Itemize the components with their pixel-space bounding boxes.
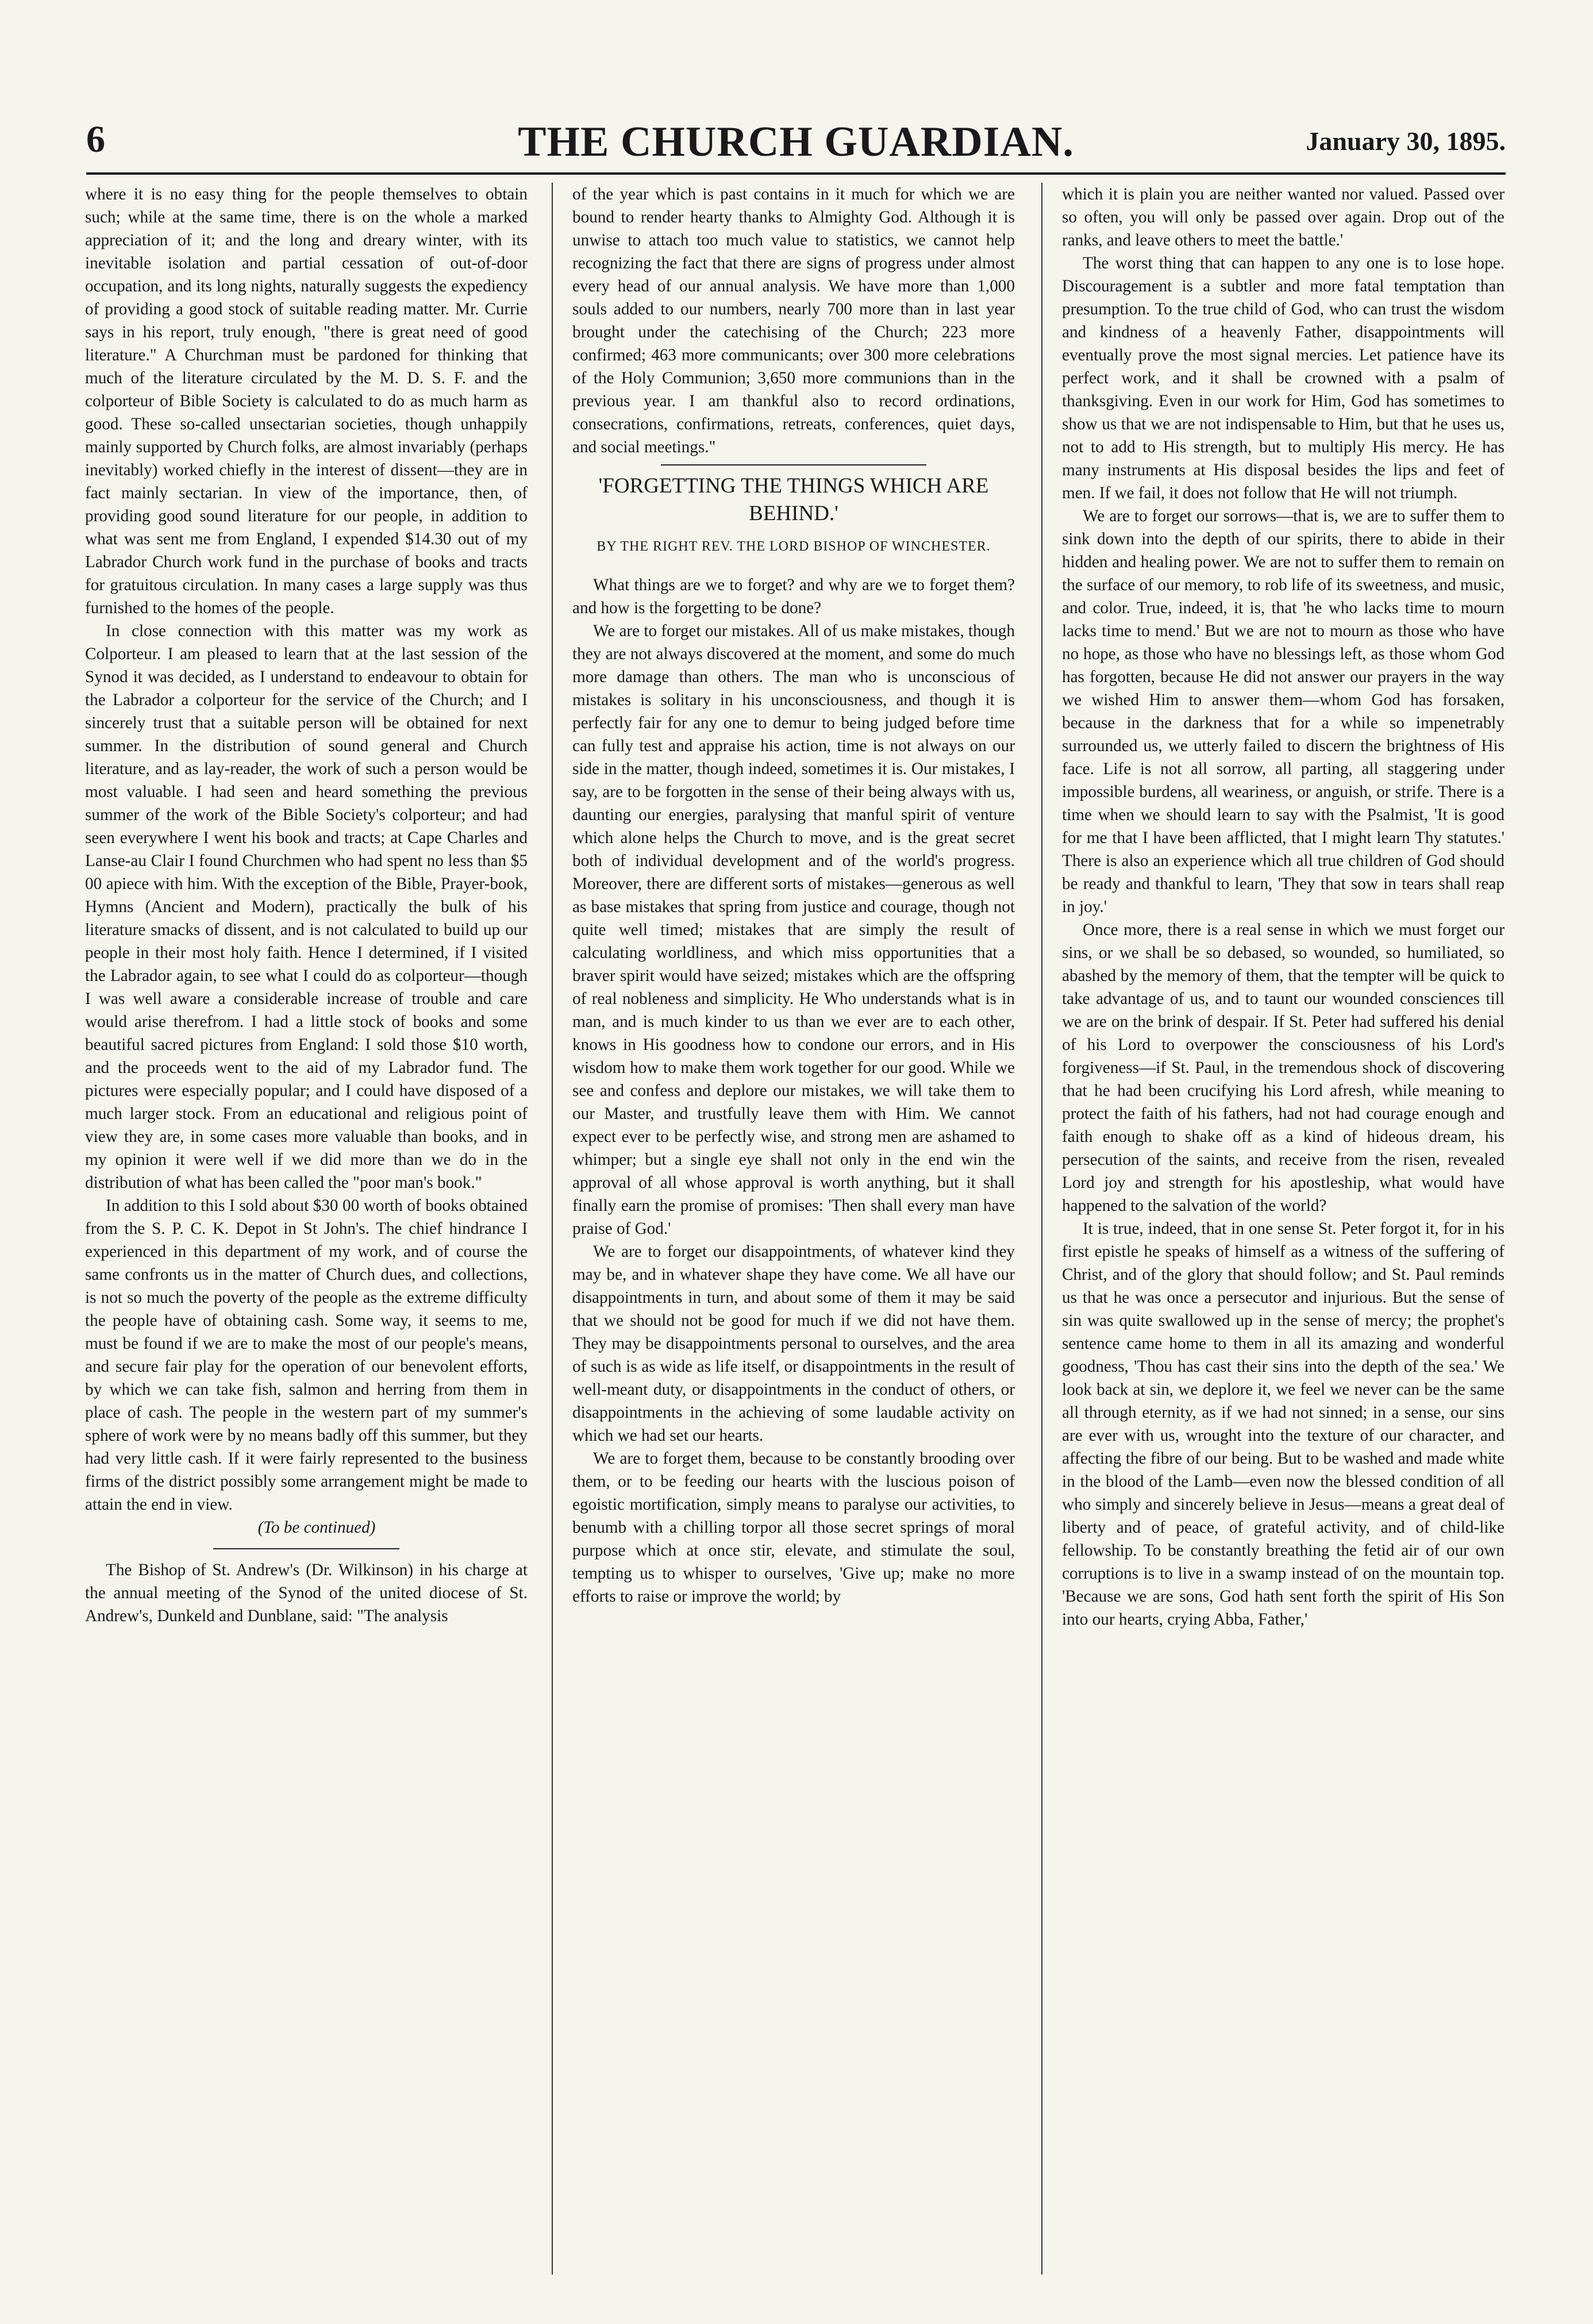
to-be-continued-note: (To be continued) — [257, 1518, 376, 1537]
column-3 — [1062, 183, 1504, 2275]
masthead-rule — [86, 172, 1506, 175]
column-2 — [572, 183, 1015, 2275]
masthead — [86, 118, 1506, 170]
column-1 — [85, 183, 528, 2275]
paragraph: We are to forget our sorrows—that is, we are to suffer them to sink down into the depth of our spirits, there to abide in their hidden and healing power. We are not to suffer them to remain on the surface of our memory, to rob life of its sweetness, and music, and color. True, indeed, it is, that 'he who lacks time to mourn lacks time to mend.' But we are not to mourn as those who have no hope, as those who have no blessings left, as those whom God has forgotten, because He did not answer our prayers in the way we wished Him to answer them—whom God has forsaken, because in the darkness that for a while so impenetrably surrounded us, we utterly failed to discern the brightness of His face. Life is not all sorrow, all parting, all staggering under impossible burdens, all weariness, or anguish, or strife. There is a time when we should learn to say with the Psalmist, 'It is good for me that I have been afflicted, that I might learn Thy statutes.' There is also an experience which all true children of God should be ready and thankful to learn, 'They that sow in tears shall reap in joy.' — [1062, 507, 1504, 916]
paragraph: The Bishop of St. Andrew's (Dr. Wilkinson) in his charge at the annual meeting of the Synod of the united diocese of St. Andrew's, Dunkeld and Dunblane, said: "The analysis — [85, 1561, 528, 1625]
column-divider — [1041, 183, 1042, 2275]
newspaper-title: THE CHURCH GUARDIAN. — [518, 118, 1074, 166]
paragraph: The worst thing that can happen to any one is to lose hope. Discouragement is a subtler and more fatal temptation than presumption. To the true child of God, who can trust the wisdom and kindness of a heavenly Father, disappointments will eventually prove the most signal mercies. Let patience have its perfect work, and it shall be crowned with a psalm of thanksgiving. Even in our work for Him, God has sometimes to show us that we are not indispensable to Him, but that he uses us, not to add to His strength, but to multiply His mercy. He has many instruments at His disposal besides the lips and feet of men. If we fail, it does not follow that He will not triumph. — [1062, 254, 1504, 502]
article-heading: 'FORGETTING THE THINGS WHICH ARE BEHIND.' — [598, 474, 989, 525]
paragraph: In addition to this I sold about $30 00 worth of books obtained from the S. P. C. K. Depot in St John's. The chief hindrance I experienced in this department of my work, and of course the same confronts us in the matter of Church dues, and collections, is not so much the poverty of the people as the extreme difficulty the people have of obtaining cash. Some way, it seems to me, must be found if we are to make the most of our people's means, and secure fair play for the operation of our benevolent efforts, by which we can take fish, salmon and herring from them in place of cash. The people in the western part of my summer's sphere of work were by no means badly off this summer, but they had very little cash. If it were fairly represented to the business firms of the district possibly some arrangement might be made to attain the end in view. — [85, 1196, 528, 1514]
paragraph: We are to forget our mistakes. All of us make mistakes, though they are not always discovered at the moment, and some do much more damage than others. The man who is unconscious of mistakes is solitary in his unconsciousness, and though it is perfectly fair for any one to demur to being judged before time can fully test and appraise his action, time is not always on our side in the matter, though indeed, sometimes it is. Our mistakes, I say, are to be forgotten in the sense of their being always with us, daunting our energies, paralysing that manful spirit of venture which alone helps the Church to move, and is the great secret both of individual development and of the world's progress. Moreover, there are different sorts of mistakes—generous as well as base mistakes that spring from justice and courage, though not quite well timed; mistakes that are simply the result of calculating worldliness, and which miss opportunities that a braver spirit would have seized; mistakes which are the offspring of real nobleness and simplicity. He Who understands what is in man, and is much kinder to us than we ever are to each other, knows in His goodness how to condone our errors, and in His wisdom how to make them work together for our good. While we see and confess and deplore our mistakes, we will take them to our Master, and trustfully leave them with Him. We cannot expect ever to be perfectly wise, and strong men are ashamed to whimper; but a single eye shall not only in the end win the approval of all whose approval is worth anything, but it shall finally earn the promise of promises: 'Then shall every man have praise of God.' — [572, 622, 1015, 1238]
paragraph: We are to forget them, because to be constantly brooding over them, or to be feeding our hearts with the luscious poison of egoistic mortification, simply means to paralyse our activities, to benumb with a chilling torpor all those secret springs of moral purpose which at once stir, elevate, and stimulate the soul, tempting us to whisper to ourselves, 'Give up; make no more efforts to raise or improve the world; by — [572, 1449, 1015, 1606]
section-separator — [213, 1548, 399, 1549]
issue-date: January 30, 1895. — [1306, 126, 1506, 156]
paragraph: It is true, indeed, that in one sense St. Peter forgot it, for in his first epistle he speaks of himself as a witness of the suffering of Christ, and of the glory that should follow; and St. Paul reminds us that he was once a persecutor and injurious. But the sense of sin was quite swallowed up in the sense of mercy; the prophet's sentence came home to them in all its amazing and wonderful goodness, 'Thou has cast their sins into the depth of the sea.' We look back at sin, we deplore it, we feel we never can be the same all through eternity, as if we had not sinned; in a sense, our sins are ever with us, wrought into the texture of our character, and affecting the fibre of our being. But to be washed and made white in the blood of the Lamb—even now the blessed condition of all who simply and sincerely believe in Jesus—means a great deal of liberty and of peace, of grateful activity, and of child-like fellowship. To be constantly breathing the fetid air of our own corruptions is to live in a swamp instead of on the mountain top. 'Because we are sons, God hath sent forth the spirit of His Son into our hearts, crying Abba, Father,' — [1062, 1219, 1504, 1629]
paragraph: We are to forget our disappointments, of whatever kind they may be, and in whatever shape they have come. We all have our disappointments in turn, and about some of them it may be said that we should not be good for much if we did not have them. They may be disappointments personal to ourselves, and the area of such is as wide as life itself, or disappointments in the result of well-meant duty, or disappointments in the conduct of others, or disappointments in the achieving of some laudable activity on which we had set our hearts. — [572, 1242, 1015, 1445]
column-divider — [552, 183, 553, 2275]
article-byline: BY THE RIGHT REV. THE LORD BISHOP OF WINCHESTER. — [597, 539, 991, 554]
paragraph: of the year which is past contains in it much for which we are bound to render hearty thanks to Almighty God. Although it is unwise to attach too much value to statistics, we cannot help recognizing the fact that there are signs of progress under almost every head of our annual analysis. We have more than 1,000 souls added to our numbers, nearly 700 more than in last year brought under the catechising of the Church; 223 more confirmed; 463 more communicants; over 300 more celebrations of the Holy Communion; 3,650 more communions than in the previous year. I am thankful also to record ordinations, consecrations, confirmations, retreats, conferences, quiet days, and social meetings." — [572, 185, 1015, 456]
paragraph: where it is no easy thing for the people themselves to obtain such; while at the same time, there is on the whole a marked appreciation of it; and the long and dreary winter, with its inevitable isolation and partial cessation of out-of-door occupation, and its long nights, naturally suggests the expediency of providing a good stock of suitable reading matter. Mr. Currie says in his report, truly enough, "there is great need of good literature." A Churchman must be pardoned for thinking that much of the literature circulated by the M. D. S. F. and the colporteur of Bible Society is calculated to do as much harm as good. These so-called unsectarian societies, though unhappily mainly supported by Church folks, are almost invariably (perhaps inevitably) worked chiefly in the interest of dissent—they are in fact mainly sectarian. In view of the importance, then, of providing good sound literature for our people, in addition to what was sent me from England, I expended $14.30 out of my Labrador Church work fund in the purchase of books and tracts for gratuitous circulation. In many cases a large supply was thus furnished to the homes of the people. — [85, 185, 528, 617]
paragraph: Once more, there is a real sense in which we must forget our sins, or we shall be so debased, so wounded, so humiliated, so abashed by the memory of them, that the tempter will be quick to take advantage of us, and to taunt our wounded consciences till we are on the brink of despair. If St. Peter had suffered his denial of his Lord to overpower the consciousness of his Lord's forgiveness—if St. Paul, in the tremendous shock of discovering that he had been crucifying his Lord afresh, while meaning to protect the faith of his fathers, had not had courage enough and faith enough to shake off as a kind of hideous dream, his persecution of the saints, and receive from the risen, revealed Lord joy and strength for his apostleship, what would have happened to the salvation of the world? — [1062, 921, 1504, 1215]
page-number: 6 — [86, 118, 105, 160]
paragraph: What things are we to forget? and why are we to forget them? and how is the forgetting to be done? — [572, 576, 1015, 617]
paragraph: In close connection with this matter was my work as Colporteur. I am pleased to learn that at the last session of the Synod it was decided, as I understand to endeavour to obtain for the Labrador a colporteur for the service of the Church; and I sincerely trust that a suitable person will be obtained for next summer. In the distribution of sound general and Church literature, and as lay-reader, the work of such a person would be most valuable. I had seen and heard something the previous summer of the work of the Bible Society's colporteur; and had seen everywhere I went his book and tracts; at Cape Charles and Lanse-au Clair I found Churchmen who had spent no less than $5 00 apiece with him. With the exception of the Bible, Prayer-book, Hymns (Ancient and Modern), practically the bulk of his literature smacks of dissent, and is not calculated to build up our people in their most holy faith. Hence I determined, if I visited the Labrador again, to see what I could do as colporteur—though I was well aware a considerable increase of trouble and care would arise therefrom. I had a little stock of books and some beautiful sacred pictures from England: I sold those $10 worth, and the proceeds went to the aid of my Labrador fund. The pictures were especially popular; and I could have disposed of a much larger stock. From an educational and religious point of view they are, in some cases more valuable than books, and in my opinion it were well if we did more than we do in the distribution of what has been called the "poor man's book." — [85, 622, 528, 1192]
heading-rule — [661, 464, 926, 465]
paragraph: which it is plain you are neither wanted nor valued. Passed over so often, you will only be passed over again. Drop out of the ranks, and leave others to meet the battle.' — [1062, 185, 1504, 249]
